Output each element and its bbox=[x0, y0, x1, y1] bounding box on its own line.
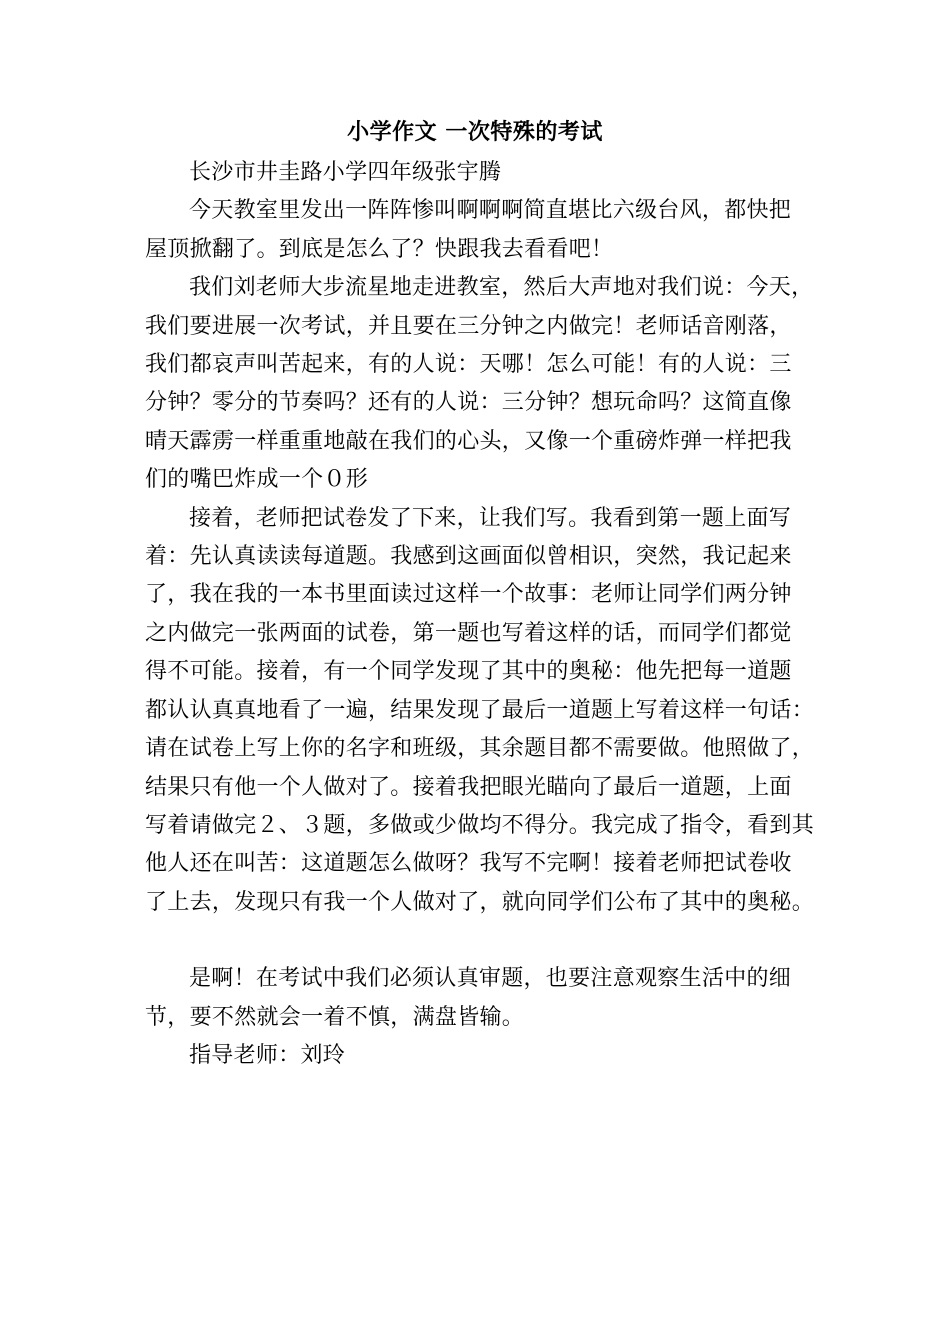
text-line: 今天教室里发出一阵阵惨叫啊啊啊简直堪比六级台风，都快把 bbox=[189, 198, 792, 224]
text-line: 请在试卷上写上你的名字和班级，其余题目都不需要做。他照做了， bbox=[145, 736, 815, 762]
page-title: 小学作文 一次特殊的考试 bbox=[347, 119, 603, 145]
text-line: 他人还在叫苦：这道题怎么做呀？我写不完啊！接着老师把试卷收 bbox=[145, 851, 792, 877]
text-line: 了上去，发现只有我一个人做对了，就向同学们公布了其中的奥秘。 bbox=[145, 889, 815, 915]
blank-line bbox=[145, 922, 805, 960]
text-line: 们的嘴巴炸成一个０形 bbox=[145, 467, 369, 493]
text-line: 我们都哀声叫苦起来，有的人说：天哪！怎么可能！有的人说：三 bbox=[145, 352, 792, 378]
text-line: 晴天霹雳一样重重地敲在我们的心头，又像一个重磅炸弹一样把我 bbox=[145, 428, 792, 454]
text-line: 是啊！在考试中我们必须认真审题，也要注意观察生活中的细 bbox=[189, 966, 792, 992]
paragraph-2 bbox=[145, 269, 814, 499]
paragraph-1 bbox=[145, 192, 805, 269]
paragraph-3 bbox=[145, 500, 815, 922]
text-line: 都认认真真地看了一遍，结果发现了最后一道题上写着这样一句话： bbox=[145, 697, 815, 723]
text-line: 写着请做完２、３题，多做或少做均不得分。我完成了指令，看到其 bbox=[145, 812, 815, 838]
text-line: 屋顶掀翻了。到底是怎么了？快跟我去看看吧！ bbox=[145, 236, 614, 262]
text-line: 我们要进展一次考试，并且要在三分钟之内做完！老师话音刚落， bbox=[145, 313, 792, 339]
text-line: 得不可能。接着，有一个同学发现了其中的奥秘：他先把每一道题 bbox=[145, 659, 792, 685]
text-line: 着：先认真读读每道题。我感到这画面似曾相识，突然，我记起来 bbox=[145, 544, 792, 570]
text-line: 接着，老师把试卷发了下来，让我们写。我看到第一题上面写 bbox=[189, 505, 792, 531]
author-line: 长沙市井圭路小学四年级张宇腾 bbox=[189, 160, 502, 185]
teacher-line: 指导老师：刘玲 bbox=[189, 1042, 346, 1068]
document-page bbox=[145, 112, 815, 1075]
paragraph-4 bbox=[145, 960, 805, 1037]
text-line: 我们刘老师大步流星地走进教室，然后大声地对我们说：今天， bbox=[189, 275, 814, 301]
text-line: 了，我在我的一本书里面读过这样一个故事：老师让同学们两分钟 bbox=[145, 582, 792, 608]
text-line: 结果只有他一个人做对了。接着我把眼光瞄向了最后一道题，上面 bbox=[145, 774, 792, 800]
text-line: 节，要不然就会一着不慎，满盘皆输。 bbox=[145, 1004, 525, 1030]
text-line: 之内做完一张两面的试卷，第一题也写着这样的话，而同学们都觉 bbox=[145, 620, 792, 646]
text-line: 分钟？零分的节奏吗？还有的人说：三分钟？想玩命吗？这简直像 bbox=[145, 390, 792, 416]
